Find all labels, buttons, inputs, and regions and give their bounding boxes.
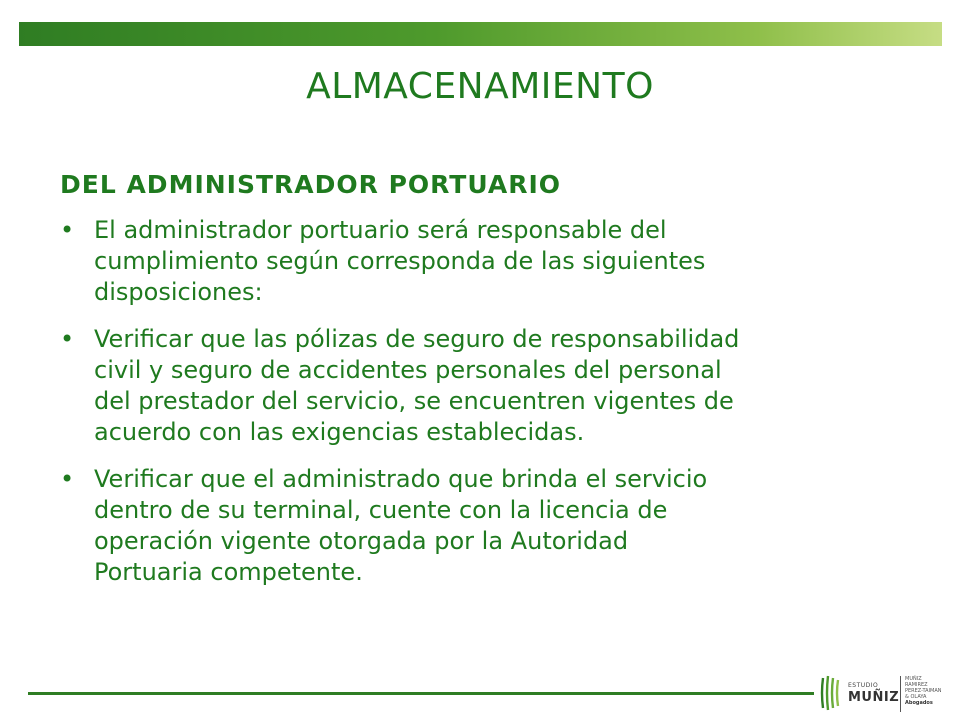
bullet-line: cumplimiento según corresponda de las siguientes: [94, 247, 706, 275]
bottom-divider-line: [28, 692, 814, 695]
bullet-line: operación vigente otorgada por la Autoridad: [94, 527, 629, 555]
logo-mark-icon: [820, 674, 842, 712]
logo-name: MUÑIZ: [848, 690, 900, 705]
bullet-list: [58, 215, 908, 604]
bullet-dot-icon: •: [60, 216, 75, 244]
logo-partner-line: MUÑIZ: [905, 676, 922, 682]
bullet-dot-icon: •: [60, 465, 75, 493]
bullet-line: Verificar que las pólizas de seguro de responsabilidad: [94, 325, 740, 353]
bullet-dot-icon: •: [60, 325, 75, 353]
top-gradient-bar: [19, 22, 942, 46]
bullet-line: Portuaria competente.: [94, 558, 363, 586]
bullet-item: [58, 324, 908, 448]
bullet-item: [58, 464, 908, 588]
logo-partners: [905, 676, 949, 707]
firm-logo: [820, 672, 950, 718]
bullet-line: acuerdo con las exigencias establecidas.: [94, 418, 585, 446]
bullet-line: El administrador portuario será responsable del: [94, 216, 667, 244]
bullet-item: [58, 215, 908, 308]
slide-subtitle: DEL ADMINISTRADOR PORTUARIO: [60, 170, 562, 199]
bullet-line: civil y seguro de accidentes personales del personal: [94, 356, 722, 384]
logo-small-text: ESTUDIO: [848, 682, 879, 689]
bullet-line: Verificar que el administrado que brinda el servicio: [94, 465, 708, 493]
slide-title: ALMACENAMIENTO: [306, 66, 654, 107]
logo-separator: [900, 676, 901, 712]
logo-partner-line: & OLAYA: [905, 694, 927, 700]
bullet-line: disposiciones:: [94, 278, 263, 306]
logo-tagline: Abogados: [905, 700, 933, 706]
bullet-line: del prestador del servicio, se encuentren vigentes de: [94, 387, 734, 415]
logo-partner-line: PEREZ-TAIMAN: [905, 688, 942, 694]
bullet-line: dentro de su terminal, cuente con la licencia de: [94, 496, 668, 524]
logo-partner-line: RAMIREZ: [905, 682, 928, 688]
